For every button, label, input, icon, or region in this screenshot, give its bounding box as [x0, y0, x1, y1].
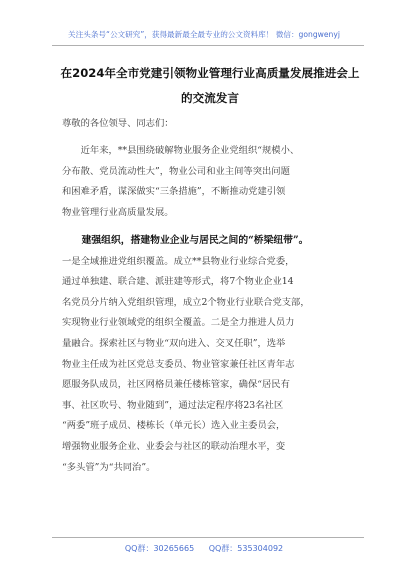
footer-qq-group-2: QQ群：535304092 [208, 544, 284, 553]
paragraph-line: 事、社区吹号、物业随到”，通过法定程序将23名社区 [62, 399, 284, 411]
section-heading: 建强组织，搭建物业企业与居民之间的“桥梁纽带”。 [62, 235, 309, 246]
paragraph-line: “多头管”为“共同治”。 [62, 461, 156, 473]
paragraph-line: 近年来，**县围绕破解物业服务企业党组织“规模小、 [62, 145, 300, 156]
footer-divider [52, 537, 364, 538]
paragraph-line: 量融合。探索社区与物业“双向进入、交叉任职”，选举 [62, 337, 286, 349]
paragraph-line: 和困难矛盾，谋深做实“三条措施”，不断推动党建引领 [62, 186, 286, 198]
paragraph-line: 实现物业行业领域党的组织全覆盖。二是全力推进人员力 [62, 317, 295, 329]
paragraph-line: 增强物业服务企业、业委会与社区的联动治理水平，变 [62, 440, 286, 452]
paragraph-line: 名党员分片纳入党组织管理，成立2个物业行业联合党支部， [62, 296, 310, 308]
header-divider [52, 45, 364, 46]
paragraph-line: 分布散、党员流动性大”，物业公司和业主间等突出问题 [62, 165, 290, 177]
document-title-line2: 的交流发言 [181, 91, 239, 105]
footer-qq-group-1: QQ群：30265665 [124, 544, 195, 553]
paragraph-line: 物业管理行业高质量发展。 [62, 206, 174, 218]
header-banner: 关注头条号“公文研究”，获得最新最全最专业的公文资料库！ 微信：gongwenyj [68, 30, 340, 39]
document-title-line1: 在2024年全市党建引领物业管理行业高质量发展推进会上 [60, 66, 360, 80]
footer [0, 543, 408, 554]
paragraph-2 [62, 231, 358, 478]
paragraph-line: “两委”班子成员、楼栋长（单元长）选入业主委员会， [62, 420, 286, 432]
paragraph-line: 物业主任成为社区党总支委员、物业管家兼任社区青年志 [62, 358, 295, 370]
paragraph-line: 一是全域推进党组织覆盖。成立**县物业行业综合党委， [62, 255, 295, 267]
paragraph-line: 愿服务队成员，社区网格员兼任楼栋管家，确保“居民有 [62, 379, 290, 391]
paragraph-1 [62, 141, 358, 223]
salutation: 尊敬的各位领导、同志们： [62, 118, 174, 129]
paragraph-line: 通过单独建、联合建、派驻建等形式，将7个物业企业14 [62, 276, 294, 288]
